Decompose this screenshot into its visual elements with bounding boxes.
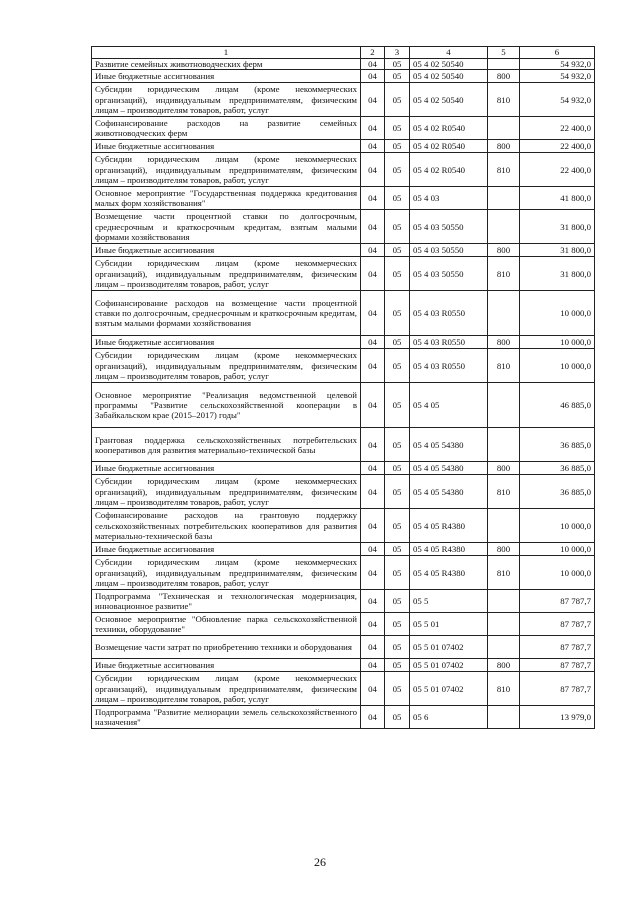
row-subsection-cell: 05 xyxy=(385,59,410,70)
row-amount-cell: 87 787,7 xyxy=(520,672,595,706)
table-row xyxy=(92,659,595,672)
row-expense-type-cell: 810 xyxy=(488,556,520,590)
row-expense-type-cell xyxy=(488,59,520,70)
row-expense-type-cell xyxy=(488,291,520,336)
header-cell: 6 xyxy=(520,47,595,59)
row-name-cell: Основное мероприятие "Реализация ведомственной целевой программы "Развитие сельскохозяйственной кооперации в Забайкальском крае (2015–2017) годы" xyxy=(92,383,361,428)
table-row xyxy=(92,706,595,729)
row-amount-cell: 87 787,7 xyxy=(520,590,595,613)
row-subsection-cell: 05 xyxy=(385,83,410,117)
row-amount-cell: 10 000,0 xyxy=(520,556,595,590)
row-subsection-cell: 05 xyxy=(385,672,410,706)
row-subsection-cell: 05 xyxy=(385,291,410,336)
row-amount-cell: 13 979,0 xyxy=(520,706,595,729)
row-amount-cell: 10 000,0 xyxy=(520,336,595,349)
row-section-cell: 04 xyxy=(361,428,385,462)
table-row xyxy=(92,383,595,428)
row-name-cell: Иные бюджетные ассигнования xyxy=(92,462,361,475)
row-name-cell: Развитие семейных животноводческих ферм xyxy=(92,59,361,70)
row-amount-cell: 36 885,0 xyxy=(520,475,595,509)
row-expense-type-cell: 800 xyxy=(488,70,520,83)
table-row xyxy=(92,291,595,336)
row-amount-cell: 10 000,0 xyxy=(520,509,595,543)
budget-table xyxy=(91,46,595,729)
row-amount-cell: 31 800,0 xyxy=(520,210,595,244)
table-row xyxy=(92,428,595,462)
row-section-cell: 04 xyxy=(361,140,385,153)
row-name-cell: Иные бюджетные ассигнования xyxy=(92,336,361,349)
row-section-cell: 04 xyxy=(361,383,385,428)
row-name-cell: Возмещение части процентной ставки по долгосрочным, среднесрочным и краткосрочным кредитам, взятым малыми формами хозяйствования xyxy=(92,210,361,244)
table-row xyxy=(92,349,595,383)
row-expense-type-cell: 800 xyxy=(488,244,520,257)
row-amount-cell: 54 932,0 xyxy=(520,83,595,117)
row-section-cell: 04 xyxy=(361,613,385,636)
row-name-cell: Грантовая поддержка сельскохозяйственных потребительских кооперативов для развития материально-технической базы xyxy=(92,428,361,462)
row-expense-type-cell: 800 xyxy=(488,140,520,153)
header-cell: 2 xyxy=(361,47,385,59)
row-target-code-cell: 05 5 xyxy=(410,590,488,613)
row-subsection-cell: 05 xyxy=(385,636,410,659)
row-expense-type-cell: 810 xyxy=(488,672,520,706)
table-row xyxy=(92,613,595,636)
row-amount-cell: 87 787,7 xyxy=(520,636,595,659)
row-subsection-cell: 05 xyxy=(385,349,410,383)
row-target-code-cell: 05 4 02 50540 xyxy=(410,83,488,117)
table-row xyxy=(92,210,595,244)
row-subsection-cell: 05 xyxy=(385,428,410,462)
row-expense-type-cell xyxy=(488,636,520,659)
row-subsection-cell: 05 xyxy=(385,70,410,83)
row-amount-cell: 22 400,0 xyxy=(520,117,595,140)
row-subsection-cell: 05 xyxy=(385,153,410,187)
table-row xyxy=(92,636,595,659)
row-target-code-cell: 05 5 01 07402 xyxy=(410,659,488,672)
row-name-cell: Иные бюджетные ассигнования xyxy=(92,543,361,556)
table-row xyxy=(92,59,595,70)
row-name-cell: Подпрограмма "Техническая и технологическая модернизация, инновационное развитие" xyxy=(92,590,361,613)
row-section-cell: 04 xyxy=(361,462,385,475)
header-cell: 3 xyxy=(385,47,410,59)
header-cell: 4 xyxy=(410,47,488,59)
row-amount-cell: 10 000,0 xyxy=(520,543,595,556)
table-row xyxy=(92,509,595,543)
table-row xyxy=(92,475,595,509)
row-target-code-cell: 05 4 03 R0550 xyxy=(410,349,488,383)
table-row xyxy=(92,336,595,349)
row-expense-type-cell xyxy=(488,210,520,244)
row-expense-type-cell xyxy=(488,509,520,543)
row-subsection-cell: 05 xyxy=(385,659,410,672)
table-row xyxy=(92,462,595,475)
row-name-cell: Основное мероприятие "Обновление парка сельскохозяйственной техники, оборудование" xyxy=(92,613,361,636)
table-row xyxy=(92,244,595,257)
table-row xyxy=(92,70,595,83)
row-amount-cell: 31 800,0 xyxy=(520,244,595,257)
row-amount-cell: 54 932,0 xyxy=(520,59,595,70)
row-section-cell: 04 xyxy=(361,349,385,383)
row-target-code-cell: 05 4 05 R4380 xyxy=(410,509,488,543)
row-target-code-cell: 05 5 01 07402 xyxy=(410,636,488,659)
row-section-cell: 04 xyxy=(361,291,385,336)
table-row xyxy=(92,672,595,706)
row-subsection-cell: 05 xyxy=(385,475,410,509)
row-subsection-cell: 05 xyxy=(385,117,410,140)
row-section-cell: 04 xyxy=(361,636,385,659)
row-target-code-cell: 05 4 05 54380 xyxy=(410,462,488,475)
row-section-cell: 04 xyxy=(361,509,385,543)
row-subsection-cell: 05 xyxy=(385,706,410,729)
row-subsection-cell: 05 xyxy=(385,257,410,291)
row-target-code-cell: 05 4 05 54380 xyxy=(410,428,488,462)
row-section-cell: 04 xyxy=(361,706,385,729)
row-section-cell: 04 xyxy=(361,153,385,187)
row-subsection-cell: 05 xyxy=(385,590,410,613)
row-expense-type-cell xyxy=(488,117,520,140)
row-amount-cell: 36 885,0 xyxy=(520,428,595,462)
row-name-cell: Субсидии юридическим лицам (кроме некоммерческих организаций), индивидуальным предпринимателям, физическим лицам – производителям товаров, работ, услуг xyxy=(92,83,361,117)
table-row xyxy=(92,153,595,187)
table-row xyxy=(92,83,595,117)
row-expense-type-cell: 810 xyxy=(488,83,520,117)
row-expense-type-cell xyxy=(488,428,520,462)
row-amount-cell: 54 932,0 xyxy=(520,70,595,83)
row-target-code-cell: 05 4 03 R0550 xyxy=(410,291,488,336)
table-row xyxy=(92,117,595,140)
row-amount-cell: 22 400,0 xyxy=(520,153,595,187)
row-section-cell: 04 xyxy=(361,590,385,613)
table-row xyxy=(92,556,595,590)
row-subsection-cell: 05 xyxy=(385,244,410,257)
row-section-cell: 04 xyxy=(361,672,385,706)
table-row xyxy=(92,590,595,613)
row-expense-type-cell xyxy=(488,590,520,613)
row-name-cell: Субсидии юридическим лицам (кроме некоммерческих организаций), индивидуальным предпринимателям, физическим лицам – производителям товаров, работ, услуг xyxy=(92,556,361,590)
row-section-cell: 04 xyxy=(361,117,385,140)
row-subsection-cell: 05 xyxy=(385,336,410,349)
row-name-cell: Иные бюджетные ассигнования xyxy=(92,70,361,83)
row-expense-type-cell: 810 xyxy=(488,475,520,509)
row-expense-type-cell: 800 xyxy=(488,336,520,349)
row-expense-type-cell xyxy=(488,383,520,428)
row-expense-type-cell: 800 xyxy=(488,462,520,475)
row-expense-type-cell: 800 xyxy=(488,543,520,556)
row-subsection-cell: 05 xyxy=(385,210,410,244)
row-subsection-cell: 05 xyxy=(385,187,410,210)
row-expense-type-cell: 810 xyxy=(488,349,520,383)
row-target-code-cell: 05 4 02 R0540 xyxy=(410,153,488,187)
row-amount-cell: 46 885,0 xyxy=(520,383,595,428)
row-name-cell: Иные бюджетные ассигнования xyxy=(92,140,361,153)
row-amount-cell: 31 800,0 xyxy=(520,257,595,291)
row-target-code-cell: 05 5 01 07402 xyxy=(410,672,488,706)
row-expense-type-cell xyxy=(488,706,520,729)
row-name-cell: Субсидии юридическим лицам (кроме некоммерческих организаций), индивидуальным предпринимателям, физическим лицам – производителям товаров, работ, услуг xyxy=(92,349,361,383)
row-name-cell: Субсидии юридическим лицам (кроме некоммерческих организаций), индивидуальным предпринимателям, физическим лицам – производителям товаров, работ, услуг xyxy=(92,153,361,187)
row-amount-cell: 22 400,0 xyxy=(520,140,595,153)
row-name-cell: Софинансирование расходов на грантовую поддержку сельскохозяйственных потребительских кооперативов для развития материально-технической базы xyxy=(92,509,361,543)
row-target-code-cell: 05 4 05 R4380 xyxy=(410,556,488,590)
row-name-cell: Иные бюджетные ассигнования xyxy=(92,659,361,672)
row-amount-cell: 10 000,0 xyxy=(520,349,595,383)
row-name-cell: Возмещение части затрат по приобретению техники и оборудования xyxy=(92,636,361,659)
row-expense-type-cell xyxy=(488,187,520,210)
table-row xyxy=(92,187,595,210)
row-section-cell: 04 xyxy=(361,70,385,83)
row-expense-type-cell: 810 xyxy=(488,257,520,291)
row-target-code-cell: 05 4 05 R4380 xyxy=(410,543,488,556)
row-name-cell: Основное мероприятие "Государственная поддержка кредитования малых форм хозяйствования" xyxy=(92,187,361,210)
row-amount-cell: 87 787,7 xyxy=(520,659,595,672)
row-name-cell: Софинансирование расходов на возмещение части процентной ставки по долгосрочным, среднесрочным и краткосрочным кредитам, взятым малыми формами хозяйствования xyxy=(92,291,361,336)
row-target-code-cell: 05 4 03 R0550 xyxy=(410,336,488,349)
row-amount-cell: 41 800,0 xyxy=(520,187,595,210)
row-section-cell: 04 xyxy=(361,187,385,210)
header-cell: 5 xyxy=(488,47,520,59)
row-subsection-cell: 05 xyxy=(385,140,410,153)
table-row xyxy=(92,257,595,291)
row-target-code-cell: 05 4 03 50550 xyxy=(410,210,488,244)
table-row xyxy=(92,140,595,153)
row-section-cell: 04 xyxy=(361,83,385,117)
row-expense-type-cell: 810 xyxy=(488,153,520,187)
header-cell: 1 xyxy=(92,47,361,59)
row-section-cell: 04 xyxy=(361,336,385,349)
row-amount-cell: 36 885,0 xyxy=(520,462,595,475)
row-subsection-cell: 05 xyxy=(385,383,410,428)
row-target-code-cell: 05 4 02 R0540 xyxy=(410,117,488,140)
row-target-code-cell: 05 4 02 50540 xyxy=(410,70,488,83)
row-section-cell: 04 xyxy=(361,475,385,509)
row-name-cell: Субсидии юридическим лицам (кроме некоммерческих организаций), индивидуальным предпринимателям, физическим лицам – производителям товаров, работ, услуг xyxy=(92,475,361,509)
row-section-cell: 04 xyxy=(361,543,385,556)
row-expense-type-cell: 800 xyxy=(488,659,520,672)
row-target-code-cell: 05 4 03 50550 xyxy=(410,244,488,257)
row-section-cell: 04 xyxy=(361,210,385,244)
row-section-cell: 04 xyxy=(361,659,385,672)
row-target-code-cell: 05 5 01 xyxy=(410,613,488,636)
table-row xyxy=(92,543,595,556)
row-subsection-cell: 05 xyxy=(385,462,410,475)
row-subsection-cell: 05 xyxy=(385,613,410,636)
row-target-code-cell: 05 4 05 54380 xyxy=(410,475,488,509)
row-target-code-cell: 05 4 02 50540 xyxy=(410,59,488,70)
row-amount-cell: 10 000,0 xyxy=(520,291,595,336)
row-section-cell: 04 xyxy=(361,257,385,291)
row-target-code-cell: 05 6 xyxy=(410,706,488,729)
row-subsection-cell: 05 xyxy=(385,543,410,556)
row-name-cell: Иные бюджетные ассигнования xyxy=(92,244,361,257)
table-header-row xyxy=(92,47,595,59)
row-name-cell: Субсидии юридическим лицам (кроме некоммерческих организаций), индивидуальным предпринимателям, физическим лицам – производителям товаров, работ, услуг xyxy=(92,672,361,706)
row-name-cell: Софинансирование расходов на развитие семейных животноводческих ферм xyxy=(92,117,361,140)
row-target-code-cell: 05 4 03 xyxy=(410,187,488,210)
row-section-cell: 04 xyxy=(361,59,385,70)
row-subsection-cell: 05 xyxy=(385,556,410,590)
row-target-code-cell: 05 4 03 50550 xyxy=(410,257,488,291)
row-name-cell: Субсидии юридическим лицам (кроме некоммерческих организаций), индивидуальным предпринимателям, физическим лицам – производителям товаров, работ, услуг xyxy=(92,257,361,291)
row-amount-cell: 87 787,7 xyxy=(520,613,595,636)
page-number: 26 xyxy=(314,855,326,869)
row-section-cell: 04 xyxy=(361,556,385,590)
row-expense-type-cell xyxy=(488,613,520,636)
row-target-code-cell: 05 4 05 xyxy=(410,383,488,428)
row-name-cell: Подпрограмма "Развитие мелиорации земель сельскохозяйственного назначения" xyxy=(92,706,361,729)
row-subsection-cell: 05 xyxy=(385,509,410,543)
row-section-cell: 04 xyxy=(361,244,385,257)
row-target-code-cell: 05 4 02 R0540 xyxy=(410,140,488,153)
